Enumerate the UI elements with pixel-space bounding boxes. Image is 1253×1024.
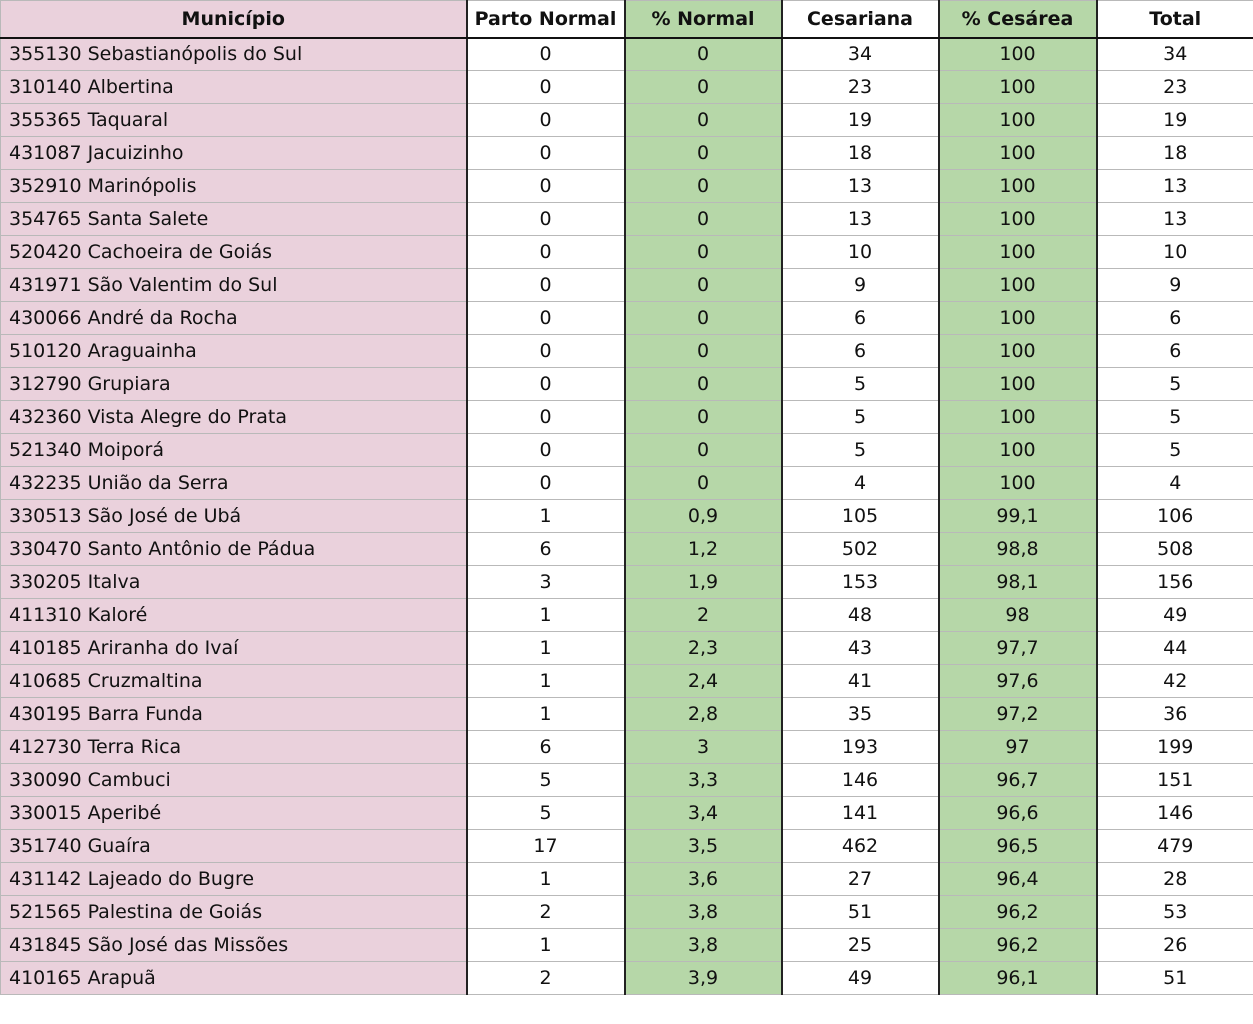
cell-municipio[interactable]: 310140 Albertina — [1, 71, 467, 104]
cell-municipio[interactable]: 521340 Moiporá — [1, 434, 467, 467]
table-row — [1, 665, 1253, 698]
cell-cesariana[interactable]: 4 — [782, 467, 939, 500]
cell-percent-normal[interactable]: 0 — [625, 467, 782, 500]
cell-parto-normal[interactable]: 0 — [467, 203, 625, 236]
cell-municipio[interactable]: 431142 Lajeado do Bugre — [1, 863, 467, 896]
cell-municipio[interactable]: 520420 Cachoeira de Goiás — [1, 236, 467, 269]
cell-cesariana[interactable]: 9 — [782, 269, 939, 302]
header-row — [1, 1, 1253, 38]
cell-percent-cesarea[interactable]: 96,2 — [939, 929, 1097, 962]
cell-municipio[interactable]: 312790 Grupiara — [1, 368, 467, 401]
cell-percent-normal[interactable]: 0 — [625, 170, 782, 203]
cell-municipio[interactable]: 432360 Vista Alegre do Prata — [1, 401, 467, 434]
table-row — [1, 830, 1253, 863]
cell-parto-normal[interactable]: 1 — [467, 698, 625, 731]
cell-total[interactable]: 156 — [1097, 566, 1253, 599]
cell-cesariana[interactable]: 25 — [782, 929, 939, 962]
header-percent-cesarea[interactable]: % Cesárea — [939, 1, 1097, 38]
cell-municipio[interactable]: 510120 Araguainha — [1, 335, 467, 368]
table-row — [1, 170, 1253, 203]
cell-parto-normal[interactable]: 1 — [467, 929, 625, 962]
cell-parto-normal[interactable]: 0 — [467, 401, 625, 434]
cell-total[interactable]: 508 — [1097, 533, 1253, 566]
cell-percent-normal[interactable]: 0 — [625, 236, 782, 269]
cell-cesariana[interactable]: 6 — [782, 302, 939, 335]
cell-cesariana[interactable]: 5 — [782, 368, 939, 401]
cell-total[interactable]: 34 — [1097, 38, 1253, 71]
cell-cesariana[interactable]: 27 — [782, 863, 939, 896]
cell-total[interactable]: 479 — [1097, 830, 1253, 863]
cell-percent-cesarea[interactable]: 96,7 — [939, 764, 1097, 797]
cell-parto-normal[interactable]: 17 — [467, 830, 625, 863]
cell-parto-normal[interactable]: 5 — [467, 764, 625, 797]
cell-percent-cesarea[interactable]: 97 — [939, 731, 1097, 764]
cell-percent-normal[interactable]: 3,3 — [625, 764, 782, 797]
cell-percent-normal[interactable]: 0 — [625, 38, 782, 71]
cell-parto-normal[interactable]: 0 — [467, 335, 625, 368]
cell-percent-normal[interactable]: 3,8 — [625, 929, 782, 962]
cell-parto-normal[interactable]: 1 — [467, 863, 625, 896]
header-percent-normal[interactable]: % Normal — [625, 1, 782, 38]
cell-percent-cesarea[interactable]: 100 — [939, 203, 1097, 236]
cell-percent-cesarea[interactable]: 98,1 — [939, 566, 1097, 599]
cell-percent-cesarea[interactable]: 100 — [939, 302, 1097, 335]
cell-parto-normal[interactable]: 0 — [467, 236, 625, 269]
cell-cesariana[interactable]: 41 — [782, 665, 939, 698]
cell-municipio[interactable]: 431845 São José das Missões — [1, 929, 467, 962]
cell-percent-cesarea[interactable]: 100 — [939, 269, 1097, 302]
table-row — [1, 632, 1253, 665]
cell-cesariana[interactable]: 49 — [782, 962, 939, 995]
cell-percent-normal[interactable]: 2,3 — [625, 632, 782, 665]
table-row — [1, 764, 1253, 797]
cell-cesariana[interactable]: 10 — [782, 236, 939, 269]
cell-cesariana[interactable]: 23 — [782, 71, 939, 104]
cell-total[interactable]: 5 — [1097, 368, 1253, 401]
cell-percent-normal[interactable]: 1,2 — [625, 533, 782, 566]
cell-municipio[interactable]: 354765 Santa Salete — [1, 203, 467, 236]
cell-percent-cesarea[interactable]: 96,4 — [939, 863, 1097, 896]
cell-cesariana[interactable]: 6 — [782, 335, 939, 368]
cell-parto-normal[interactable]: 6 — [467, 731, 625, 764]
table-row — [1, 269, 1253, 302]
cell-total[interactable]: 49 — [1097, 599, 1253, 632]
cell-municipio[interactable]: 351740 Guaíra — [1, 830, 467, 863]
table-row — [1, 599, 1253, 632]
table-row — [1, 962, 1253, 995]
cell-municipio[interactable]: 330015 Aperibé — [1, 797, 467, 830]
cell-percent-cesarea[interactable]: 98,8 — [939, 533, 1097, 566]
table-row — [1, 731, 1253, 764]
cell-total[interactable]: 26 — [1097, 929, 1253, 962]
table-row — [1, 533, 1253, 566]
cell-parto-normal[interactable]: 0 — [467, 269, 625, 302]
cell-total[interactable]: 6 — [1097, 302, 1253, 335]
table-row — [1, 434, 1253, 467]
cell-parto-normal[interactable]: 2 — [467, 962, 625, 995]
table-row — [1, 863, 1253, 896]
header-total[interactable]: Total — [1097, 1, 1253, 38]
cell-parto-normal[interactable]: 0 — [467, 170, 625, 203]
cell-parto-normal[interactable]: 0 — [467, 104, 625, 137]
table-row — [1, 401, 1253, 434]
cell-municipio[interactable]: 352910 Marinópolis — [1, 170, 467, 203]
cell-percent-normal[interactable]: 0 — [625, 401, 782, 434]
cell-percent-normal[interactable]: 0 — [625, 434, 782, 467]
cell-percent-normal[interactable]: 0 — [625, 71, 782, 104]
cell-cesariana[interactable]: 43 — [782, 632, 939, 665]
header-parto-normal[interactable]: Parto Normal — [467, 1, 625, 38]
cell-municipio[interactable]: 430066 André da Rocha — [1, 302, 467, 335]
cell-municipio[interactable]: 410685 Cruzmaltina — [1, 665, 467, 698]
cell-total[interactable]: 36 — [1097, 698, 1253, 731]
cell-municipio[interactable]: 330205 Italva — [1, 566, 467, 599]
table-row — [1, 203, 1253, 236]
cell-cesariana[interactable]: 35 — [782, 698, 939, 731]
cell-total[interactable]: 9 — [1097, 269, 1253, 302]
table-row — [1, 896, 1253, 929]
cell-percent-cesarea[interactable]: 100 — [939, 368, 1097, 401]
cell-total[interactable]: 4 — [1097, 467, 1253, 500]
cell-municipio[interactable]: 355130 Sebastianópolis do Sul — [1, 38, 467, 71]
cell-parto-normal[interactable]: 0 — [467, 434, 625, 467]
table-row — [1, 566, 1253, 599]
cell-parto-normal[interactable]: 0 — [467, 467, 625, 500]
cell-percent-cesarea[interactable]: 96,6 — [939, 797, 1097, 830]
cell-municipio[interactable]: 431087 Jacuizinho — [1, 137, 467, 170]
cell-parto-normal[interactable]: 0 — [467, 137, 625, 170]
cell-total[interactable]: 42 — [1097, 665, 1253, 698]
cell-parto-normal[interactable]: 1 — [467, 665, 625, 698]
cell-percent-normal[interactable]: 3,4 — [625, 797, 782, 830]
cell-total[interactable]: 6 — [1097, 335, 1253, 368]
cell-percent-normal[interactable]: 0 — [625, 368, 782, 401]
cell-cesariana[interactable]: 13 — [782, 170, 939, 203]
cell-percent-normal[interactable]: 2,4 — [625, 665, 782, 698]
cell-total[interactable]: 23 — [1097, 71, 1253, 104]
cell-percent-cesarea[interactable]: 96,2 — [939, 896, 1097, 929]
cell-total[interactable]: 44 — [1097, 632, 1253, 665]
cell-parto-normal[interactable]: 1 — [467, 500, 625, 533]
cell-percent-cesarea[interactable]: 100 — [939, 104, 1097, 137]
table-row — [1, 236, 1253, 269]
cell-cesariana[interactable]: 146 — [782, 764, 939, 797]
cell-total[interactable]: 10 — [1097, 236, 1253, 269]
cell-municipio[interactable]: 355365 Taquaral — [1, 104, 467, 137]
header-municipio[interactable]: Município — [1, 1, 467, 38]
cell-percent-cesarea[interactable]: 97,6 — [939, 665, 1097, 698]
cell-percent-cesarea[interactable]: 100 — [939, 335, 1097, 368]
cell-percent-cesarea[interactable]: 100 — [939, 434, 1097, 467]
cell-percent-cesarea[interactable]: 100 — [939, 71, 1097, 104]
cell-percent-cesarea[interactable]: 100 — [939, 236, 1097, 269]
cell-municipio[interactable]: 431971 São Valentim do Sul — [1, 269, 467, 302]
cell-cesariana[interactable]: 193 — [782, 731, 939, 764]
cell-total[interactable]: 106 — [1097, 500, 1253, 533]
table-row — [1, 698, 1253, 731]
cell-cesariana[interactable]: 5 — [782, 401, 939, 434]
cell-parto-normal[interactable]: 0 — [467, 368, 625, 401]
cell-percent-cesarea[interactable]: 100 — [939, 137, 1097, 170]
cell-percent-cesarea[interactable]: 96,1 — [939, 962, 1097, 995]
cell-percent-normal[interactable]: 0 — [625, 203, 782, 236]
cell-percent-normal[interactable]: 3,8 — [625, 896, 782, 929]
cell-percent-normal[interactable]: 3 — [625, 731, 782, 764]
cell-total[interactable]: 18 — [1097, 137, 1253, 170]
cell-total[interactable]: 5 — [1097, 401, 1253, 434]
cell-total[interactable]: 151 — [1097, 764, 1253, 797]
cell-municipio[interactable]: 330470 Santo Antônio de Pádua — [1, 533, 467, 566]
cell-municipio[interactable]: 410165 Arapuã — [1, 962, 467, 995]
cell-percent-normal[interactable]: 0 — [625, 137, 782, 170]
cell-percent-normal[interactable]: 0,9 — [625, 500, 782, 533]
table-row — [1, 137, 1253, 170]
cell-percent-normal[interactable]: 2 — [625, 599, 782, 632]
header-cesariana[interactable]: Cesariana — [782, 1, 939, 38]
cell-municipio[interactable]: 412730 Terra Rica — [1, 731, 467, 764]
cell-cesariana[interactable]: 153 — [782, 566, 939, 599]
cell-percent-normal[interactable]: 0 — [625, 269, 782, 302]
table-row — [1, 929, 1253, 962]
cell-parto-normal[interactable]: 0 — [467, 38, 625, 71]
cell-total[interactable]: 13 — [1097, 170, 1253, 203]
cell-percent-cesarea[interactable]: 97,7 — [939, 632, 1097, 665]
table-row — [1, 368, 1253, 401]
cell-percent-normal[interactable]: 0 — [625, 104, 782, 137]
cell-cesariana[interactable]: 462 — [782, 830, 939, 863]
cell-municipio[interactable]: 430195 Barra Funda — [1, 698, 467, 731]
cell-percent-cesarea[interactable]: 100 — [939, 467, 1097, 500]
cell-municipio[interactable]: 411310 Kaloré — [1, 599, 467, 632]
cell-percent-cesarea[interactable]: 100 — [939, 401, 1097, 434]
cell-percent-cesarea[interactable]: 99,1 — [939, 500, 1097, 533]
cell-municipio[interactable]: 330513 São José de Ubá — [1, 500, 467, 533]
table-row — [1, 500, 1253, 533]
cell-percent-normal[interactable]: 3,5 — [625, 830, 782, 863]
cell-percent-cesarea[interactable]: 98 — [939, 599, 1097, 632]
table-row — [1, 797, 1253, 830]
cell-parto-normal[interactable]: 2 — [467, 896, 625, 929]
cell-cesariana[interactable]: 141 — [782, 797, 939, 830]
cell-municipio[interactable]: 410185 Ariranha do Ivaí — [1, 632, 467, 665]
cell-total[interactable]: 53 — [1097, 896, 1253, 929]
cell-parto-normal[interactable]: 0 — [467, 302, 625, 335]
cell-total[interactable]: 28 — [1097, 863, 1253, 896]
cell-parto-normal[interactable]: 1 — [467, 599, 625, 632]
cell-percent-normal[interactable]: 1,9 — [625, 566, 782, 599]
cell-cesariana[interactable]: 5 — [782, 434, 939, 467]
table-row — [1, 71, 1253, 104]
cell-cesariana[interactable]: 19 — [782, 104, 939, 137]
cell-cesariana[interactable]: 34 — [782, 38, 939, 71]
cell-percent-normal[interactable]: 2,8 — [625, 698, 782, 731]
cell-percent-cesarea[interactable]: 97,2 — [939, 698, 1097, 731]
cell-percent-normal[interactable]: 3,9 — [625, 962, 782, 995]
cell-cesariana[interactable]: 13 — [782, 203, 939, 236]
table-row — [1, 38, 1253, 71]
cell-percent-cesarea[interactable]: 100 — [939, 170, 1097, 203]
cell-total[interactable]: 199 — [1097, 731, 1253, 764]
cell-cesariana[interactable]: 105 — [782, 500, 939, 533]
cell-parto-normal[interactable]: 6 — [467, 533, 625, 566]
cell-total[interactable]: 146 — [1097, 797, 1253, 830]
cell-percent-cesarea[interactable]: 100 — [939, 38, 1097, 71]
cell-percent-normal[interactable]: 0 — [625, 335, 782, 368]
cell-municipio[interactable]: 330090 Cambuci — [1, 764, 467, 797]
cell-total[interactable]: 51 — [1097, 962, 1253, 995]
cell-percent-normal[interactable]: 0 — [625, 302, 782, 335]
cell-total[interactable]: 19 — [1097, 104, 1253, 137]
cell-parto-normal[interactable]: 5 — [467, 797, 625, 830]
table-row — [1, 335, 1253, 368]
cell-total[interactable]: 5 — [1097, 434, 1253, 467]
cell-parto-normal[interactable]: 1 — [467, 632, 625, 665]
table-row — [1, 302, 1253, 335]
table-row — [1, 104, 1253, 137]
cell-municipio[interactable]: 432235 União da Serra — [1, 467, 467, 500]
cell-cesariana[interactable]: 18 — [782, 137, 939, 170]
cell-cesariana[interactable]: 502 — [782, 533, 939, 566]
cell-parto-normal[interactable]: 3 — [467, 566, 625, 599]
cell-percent-normal[interactable]: 3,6 — [625, 863, 782, 896]
cell-municipio[interactable]: 521565 Palestina de Goiás — [1, 896, 467, 929]
cell-parto-normal[interactable]: 0 — [467, 71, 625, 104]
cell-percent-cesarea[interactable]: 96,5 — [939, 830, 1097, 863]
cell-cesariana[interactable]: 48 — [782, 599, 939, 632]
cell-total[interactable]: 13 — [1097, 203, 1253, 236]
cell-cesariana[interactable]: 51 — [782, 896, 939, 929]
table-row — [1, 467, 1253, 500]
